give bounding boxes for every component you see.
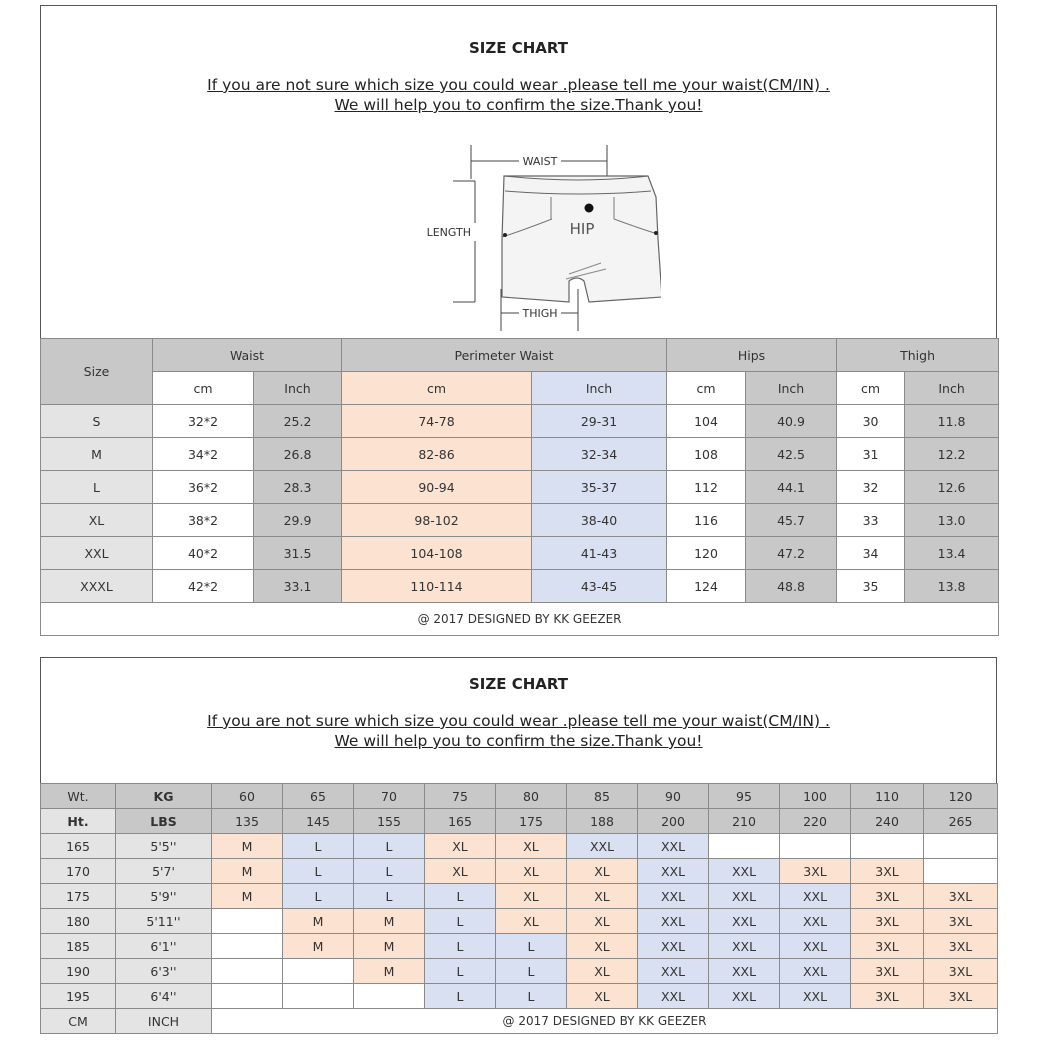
size-cell: 11.8	[905, 405, 999, 438]
size-cell: XXL	[567, 834, 638, 859]
size-cell: XXL	[638, 834, 709, 859]
kg-value: 80	[496, 784, 567, 809]
table-row	[41, 537, 999, 570]
size-cell: 47.2	[746, 537, 837, 570]
kg-value: 70	[354, 784, 425, 809]
size-cell: 32	[837, 471, 905, 504]
ht-label: Ht.	[41, 809, 116, 834]
waist-label: WAIST	[522, 155, 558, 168]
size-cell: L	[354, 884, 425, 909]
size-chart-panel-2	[40, 657, 997, 1033]
length-label: LENGTH	[426, 226, 471, 239]
size-table-1-body	[41, 405, 999, 603]
size-cell: L	[283, 859, 354, 884]
size-cell: L	[496, 959, 567, 984]
size-cell: XXL	[709, 984, 780, 1009]
chart-subtitle-line2: We will help you to confirm the size.Thank you!	[334, 96, 703, 114]
size-cell: XXL	[638, 909, 709, 934]
size-cell	[924, 859, 998, 884]
kg-value: 95	[709, 784, 780, 809]
size-cell: XXL	[709, 959, 780, 984]
size-cell: 3XL	[924, 959, 998, 984]
size-cell: 34	[837, 537, 905, 570]
table-row	[41, 984, 998, 1009]
size-cell: L	[496, 934, 567, 959]
size-cell	[283, 959, 354, 984]
size-cell: M	[212, 884, 283, 909]
size-cell: 3XL	[924, 984, 998, 1009]
kg-row	[41, 784, 998, 809]
table-row	[41, 884, 998, 909]
unit-header: cm	[342, 372, 532, 405]
height-inch: 5'11''	[116, 909, 212, 934]
kg-value: 90	[638, 784, 709, 809]
kg-value: 75	[425, 784, 496, 809]
size-chart-panel-1	[40, 5, 997, 636]
size-cell: 29.9	[254, 504, 342, 537]
size-cell: XXL	[780, 884, 851, 909]
size-cell: L	[425, 934, 496, 959]
size-cell: 45.7	[746, 504, 837, 537]
size-cell: 32*2	[153, 405, 254, 438]
size-cell: 26.8	[254, 438, 342, 471]
kg-value: 110	[851, 784, 924, 809]
chart-subtitle-line1: If you are not sure which size you could wear .please tell me your waist(CM/IN) .	[207, 76, 830, 94]
size-cell: 32-34	[532, 438, 667, 471]
lbs-value: 145	[283, 809, 354, 834]
size-cell	[709, 834, 780, 859]
size-cell: 3XL	[851, 884, 924, 909]
table-row	[41, 859, 998, 884]
size-cell: 33	[837, 504, 905, 537]
size-cell: XXL	[780, 909, 851, 934]
height-inch: 6'4''	[116, 984, 212, 1009]
size-cell	[212, 909, 283, 934]
size-cell: M	[283, 934, 354, 959]
wt-label: Wt.	[41, 784, 116, 809]
table-row	[41, 834, 998, 859]
lbs-value: 188	[567, 809, 638, 834]
lbs-label: LBS	[116, 809, 212, 834]
size-cell: L	[496, 984, 567, 1009]
size-cell: XL	[567, 959, 638, 984]
size-cell: 3XL	[851, 934, 924, 959]
size-cell	[212, 934, 283, 959]
thigh-label: THIGH	[522, 307, 558, 320]
height-weight-table	[40, 783, 998, 1034]
size-cell: 13.8	[905, 570, 999, 603]
size-cell: XXL	[638, 859, 709, 884]
height-cm: 165	[41, 834, 116, 859]
height-cm: 175	[41, 884, 116, 909]
size-cell: 35	[837, 570, 905, 603]
size-cell: M	[283, 909, 354, 934]
size-cell: 116	[667, 504, 746, 537]
table-row	[41, 504, 999, 537]
size-cell: 3XL	[851, 984, 924, 1009]
table-row	[41, 438, 999, 471]
group-header: Waist	[153, 339, 342, 372]
size-cell: 3XL	[924, 934, 998, 959]
size-cell: 30	[837, 405, 905, 438]
size-header: Size	[41, 339, 153, 405]
size-cell: XXL	[709, 934, 780, 959]
chart-subtitle-line1: If you are not sure which size you could wear .please tell me your waist(CM/IN) .	[207, 712, 830, 730]
size-cell: XXL	[780, 934, 851, 959]
size-label: L	[41, 471, 153, 504]
size-cell: 3XL	[924, 909, 998, 934]
size-cell: 42.5	[746, 438, 837, 471]
size-cell	[924, 834, 998, 859]
height-inch: 5'7'	[116, 859, 212, 884]
size-cell: 42*2	[153, 570, 254, 603]
size-cell: M	[354, 934, 425, 959]
size-cell	[354, 984, 425, 1009]
size-cell: 3XL	[851, 959, 924, 984]
size-cell: L	[425, 984, 496, 1009]
height-inch: 5'5''	[116, 834, 212, 859]
size-cell: XL	[425, 834, 496, 859]
size-cell: 82-86	[342, 438, 532, 471]
kg-value: 120	[924, 784, 998, 809]
size-cell: 13.4	[905, 537, 999, 570]
size-cell: M	[354, 909, 425, 934]
size-table-1	[40, 338, 999, 636]
size-cell: 104-108	[342, 537, 532, 570]
size-cell: 25.2	[254, 405, 342, 438]
lbs-value: 200	[638, 809, 709, 834]
unit-header: cm	[153, 372, 254, 405]
lbs-row	[41, 809, 998, 834]
size-cell	[283, 984, 354, 1009]
height-cm: 180	[41, 909, 116, 934]
size-cell: L	[354, 859, 425, 884]
lbs-value: 135	[212, 809, 283, 834]
size-cell: XL	[496, 859, 567, 884]
lbs-value: 165	[425, 809, 496, 834]
size-cell: 36*2	[153, 471, 254, 504]
unit-header: Inch	[905, 372, 999, 405]
size-label: XL	[41, 504, 153, 537]
lbs-value: 220	[780, 809, 851, 834]
cm-label: CM	[41, 1009, 116, 1034]
size-cell: 31	[837, 438, 905, 471]
kg-value: 85	[567, 784, 638, 809]
size-cell: 3XL	[924, 884, 998, 909]
size-cell: 28.3	[254, 471, 342, 504]
table-row	[41, 471, 999, 504]
footer-row	[41, 1009, 998, 1034]
size-cell: 112	[667, 471, 746, 504]
hip-label: HIP	[569, 220, 595, 238]
size-cell: 98-102	[342, 504, 532, 537]
group-header: Thigh	[837, 339, 999, 372]
size-cell: XL	[567, 909, 638, 934]
size-cell: XXL	[709, 859, 780, 884]
size-cell: XL	[496, 884, 567, 909]
size-cell: XL	[425, 859, 496, 884]
size-cell: 31.5	[254, 537, 342, 570]
kg-value: 60	[212, 784, 283, 809]
size-cell: M	[212, 859, 283, 884]
height-cm: 185	[41, 934, 116, 959]
size-cell: XXL	[780, 959, 851, 984]
inch-label: INCH	[116, 1009, 212, 1034]
size-cell: L	[425, 884, 496, 909]
kg-value: 65	[283, 784, 354, 809]
size-cell: 44.1	[746, 471, 837, 504]
size-cell: 40.9	[746, 405, 837, 438]
size-cell: L	[425, 909, 496, 934]
size-cell: L	[283, 884, 354, 909]
size-cell: 12.2	[905, 438, 999, 471]
size-cell: XXL	[638, 959, 709, 984]
size-cell: 41-43	[532, 537, 667, 570]
size-cell: 104	[667, 405, 746, 438]
size-cell	[780, 834, 851, 859]
shorts-measurement-diagram	[401, 139, 661, 334]
size-cell: 38-40	[532, 504, 667, 537]
size-cell: XL	[567, 859, 638, 884]
size-cell: 12.6	[905, 471, 999, 504]
size-cell: 13.0	[905, 504, 999, 537]
size-cell: 120	[667, 537, 746, 570]
table-row	[41, 909, 998, 934]
chart-subtitle-line2: We will help you to confirm the size.Thank you!	[334, 732, 703, 750]
size-cell: L	[283, 834, 354, 859]
unit-header: cm	[667, 372, 746, 405]
lbs-value: 265	[924, 809, 998, 834]
size-cell: 40*2	[153, 537, 254, 570]
size-cell: 48.8	[746, 570, 837, 603]
height-weight-table-body	[41, 784, 998, 1034]
table-row	[41, 934, 998, 959]
size-cell: 29-31	[532, 405, 667, 438]
size-cell: 38*2	[153, 504, 254, 537]
size-cell	[212, 984, 283, 1009]
table-row	[41, 570, 999, 603]
size-cell: XXL	[638, 884, 709, 909]
table-footer: @ 2017 DESIGNED BY KK GEEZER	[212, 1009, 998, 1034]
size-cell: XL	[496, 834, 567, 859]
lbs-value: 240	[851, 809, 924, 834]
size-cell: XXL	[638, 984, 709, 1009]
height-cm: 195	[41, 984, 116, 1009]
unit-header: Inch	[254, 372, 342, 405]
unit-header: Inch	[746, 372, 837, 405]
unit-header: Inch	[532, 372, 667, 405]
lbs-value: 175	[496, 809, 567, 834]
group-header: Hips	[667, 339, 837, 372]
height-inch: 6'1''	[116, 934, 212, 959]
size-cell: XXL	[638, 934, 709, 959]
size-cell: L	[354, 834, 425, 859]
size-label: M	[41, 438, 153, 471]
size-cell: XL	[567, 884, 638, 909]
height-inch: 5'9''	[116, 884, 212, 909]
height-cm: 170	[41, 859, 116, 884]
size-cell: 74-78	[342, 405, 532, 438]
size-cell: 108	[667, 438, 746, 471]
size-cell: XXL	[709, 909, 780, 934]
size-cell: M	[354, 959, 425, 984]
lbs-value: 210	[709, 809, 780, 834]
size-label: XXL	[41, 537, 153, 570]
size-cell: 33.1	[254, 570, 342, 603]
size-cell: M	[212, 834, 283, 859]
kg-value: 100	[780, 784, 851, 809]
chart-title: SIZE CHART	[468, 39, 568, 57]
kg-label: KG	[116, 784, 212, 809]
size-cell: XXL	[780, 984, 851, 1009]
size-cell: 3XL	[851, 909, 924, 934]
size-cell: 110-114	[342, 570, 532, 603]
size-cell: 35-37	[532, 471, 667, 504]
size-cell	[212, 959, 283, 984]
size-cell: 3XL	[851, 859, 924, 884]
group-header: Perimeter Waist	[342, 339, 667, 372]
size-cell: XL	[567, 934, 638, 959]
height-cm: 190	[41, 959, 116, 984]
unit-header: cm	[837, 372, 905, 405]
size-cell: L	[425, 959, 496, 984]
height-inch: 6'3''	[116, 959, 212, 984]
size-cell: XL	[567, 984, 638, 1009]
size-cell	[851, 834, 924, 859]
table-row	[41, 405, 999, 438]
size-cell: XXL	[709, 884, 780, 909]
table-footer: @ 2017 DESIGNED BY KK GEEZER	[41, 603, 999, 636]
size-cell: XL	[496, 909, 567, 934]
size-cell: 34*2	[153, 438, 254, 471]
size-label: XXXL	[41, 570, 153, 603]
size-label: S	[41, 405, 153, 438]
size-cell: 3XL	[780, 859, 851, 884]
chart-title: SIZE CHART	[468, 675, 568, 693]
table-row	[41, 959, 998, 984]
lbs-value: 155	[354, 809, 425, 834]
size-cell: 43-45	[532, 570, 667, 603]
size-cell: 124	[667, 570, 746, 603]
size-cell: 90-94	[342, 471, 532, 504]
